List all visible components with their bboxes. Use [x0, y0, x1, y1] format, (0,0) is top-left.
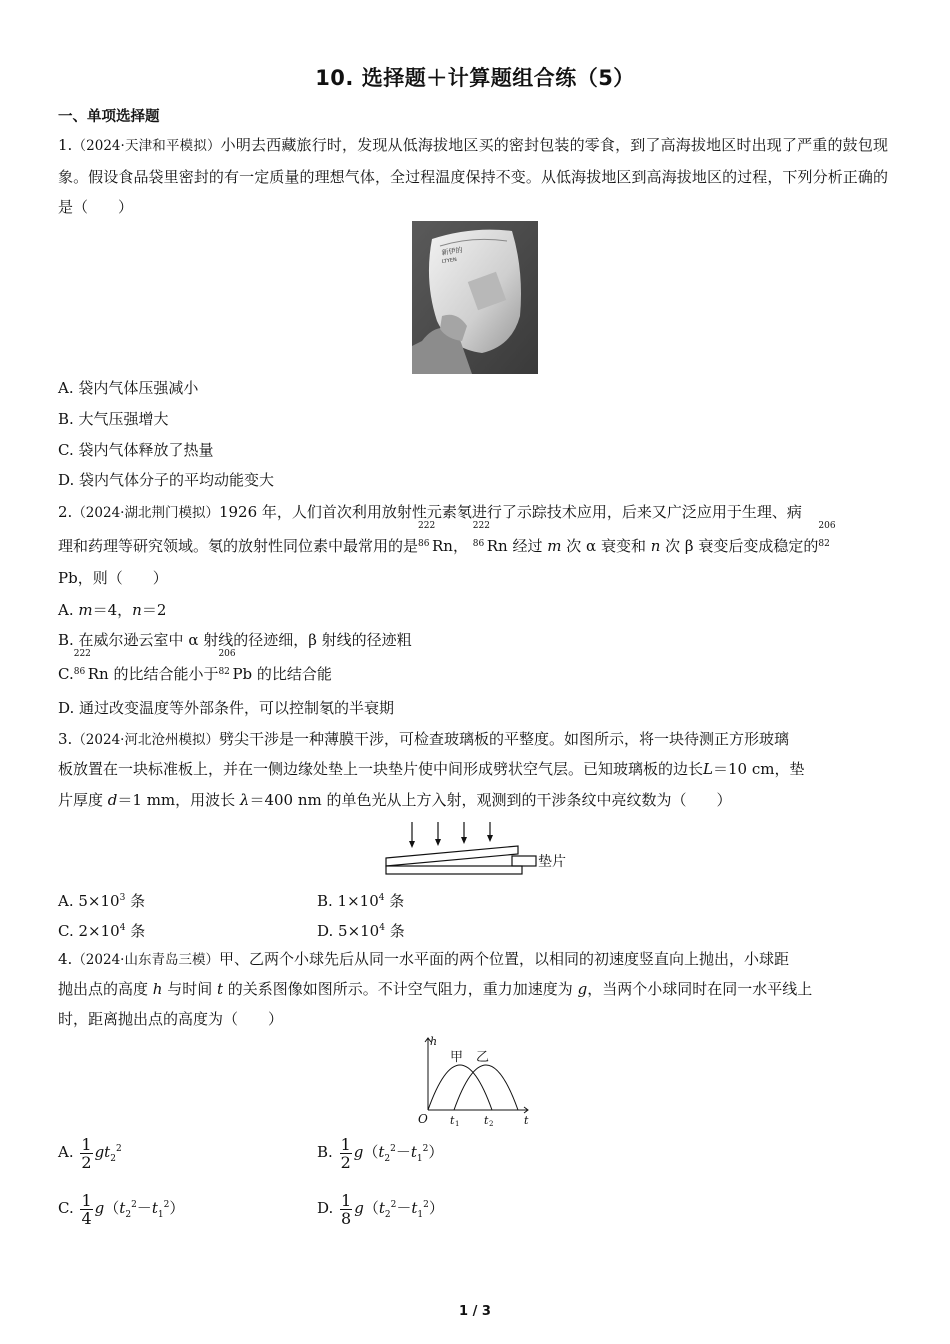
- lead-isotope: 206 82: [818, 521, 836, 549]
- question-4-line-1: 4.（2024·山东青岛三模）甲、乙两个小球先后从同一水平面的两个位置，以相同的初速度竖直向上抛出，小球距: [58, 950, 789, 968]
- t1-label: t: [450, 1114, 455, 1127]
- question-2-line-1: 2.（2024·湖北荆门模拟）1926 年，人们首次利用放射性元素氡进行了示踪技术应用，后来又广泛应用于生理、病: [58, 503, 802, 521]
- q3-option-c: C. $2\times 10^4$ 条: [58, 922, 146, 940]
- curve-yi: [454, 1065, 518, 1110]
- bag-brand-text: 新伊的: [441, 246, 464, 257]
- q2-option-d: D. 通过改变温度等外部条件，可以控制氡的半衰期: [58, 699, 395, 717]
- q1-option-b: B. 大气压强增大: [58, 410, 169, 428]
- page-number: 1 / 3: [459, 1304, 491, 1319]
- q1-option-a: A. 袋内气体压强减小: [58, 379, 199, 397]
- svg-text:1: 1: [455, 1120, 460, 1128]
- question-number: 1.: [58, 136, 73, 154]
- section-heading: 一、单项选择题: [58, 109, 160, 125]
- question-text: 小明去西藏旅行时，发现从低海拔地区买的密封包装的零食，到了高海拔地区时出现了严重的鼓包现象。假设食品袋里密封的有一定质量的理想气体，全过程温度保持不变。从低海拔地区到高海拔地区的过程，下列分析正确的是（ ）: [58, 136, 888, 216]
- spacer: [512, 856, 536, 866]
- svg-text:2: 2: [489, 1120, 494, 1128]
- glass-plate: [386, 846, 518, 866]
- q2-option-a: A. m＝4，n＝2: [58, 601, 167, 619]
- curve-jia: [428, 1065, 492, 1110]
- q4-option-a: A. $\frac{1}{2}$ $gt_2^2$: [58, 1134, 122, 1172]
- question-2-line-3: Pb，则（ ）: [58, 569, 168, 587]
- page-title: 10. 选择题＋计算题组合练（5）: [315, 66, 635, 90]
- question-4-line-2: 抛出点的高度 h 与时间 t 的关系图像如图所示。不计空气阻力，重力加速度为 g，当两个小球同时在同一水平线上: [58, 980, 813, 998]
- origin-label: O: [418, 1112, 428, 1126]
- question-source: （2024·湖北荆门模拟）: [72, 505, 219, 521]
- standard-plate: [386, 866, 522, 874]
- q2-option-c: C. 222 86 Rn 的比结合能小于 206 82 Pb 的比结合能: [58, 649, 332, 683]
- radon-isotope: 222 86: [472, 521, 490, 549]
- label-yi: 乙: [476, 1050, 490, 1065]
- question-1-stem: [58, 130, 888, 223]
- q4-option-b: B. $\frac{1}{2}$ $g(t_2^2-t_1^2)$: [317, 1134, 444, 1172]
- wedge-interference-diagram: [380, 818, 580, 880]
- question-source: （2024·天津和平模拟）: [72, 138, 221, 154]
- label-jia: 甲: [450, 1050, 464, 1065]
- question-4-line-3: 时，距离抛出点的高度为（ ）: [58, 1010, 284, 1028]
- question-3-line-3: 片厚度 d＝1 mm，用波长 λ＝400 nm 的单色光从上方入射，观测到的干涉条纹中亮纹数为（ ）: [58, 791, 732, 809]
- question-3-line-1: 3.（2024·河北沧州模拟）劈尖干涉是一种薄膜干涉，可检查玻璃板的平整度。如图所示，将一块待测正方形玻璃: [58, 730, 789, 748]
- q4-option-d: D. $\frac{1}{8}$ $g(t_2^2-t_1^2)$: [317, 1190, 444, 1228]
- q1-option-c: C. 袋内气体释放了热量: [58, 441, 214, 459]
- q2-option-b: B. 在威尔逊云室中 α 射线的径迹细，β 射线的径迹粗: [58, 631, 412, 649]
- svg-text:LTYEN: LTYEN: [441, 256, 458, 265]
- q3-option-d: D. $5\times 10^4$ 条: [317, 922, 405, 940]
- question-number: 2.: [58, 503, 73, 521]
- q3-option-b: B. $1\times 10^4$ 条: [317, 892, 405, 910]
- spacer-label: 垫片: [538, 854, 566, 870]
- svg-text:t: t: [524, 1114, 529, 1127]
- radon-isotope: 222 86: [418, 521, 436, 549]
- svg-text:h: h: [430, 1035, 438, 1048]
- snack-bag-photo: [412, 221, 538, 374]
- t2-label: t: [484, 1114, 489, 1127]
- q1-option-d: D. 袋内气体分子的平均动能变大: [58, 471, 275, 489]
- q3-option-a: A. $5\times 10^3$ 条: [58, 892, 146, 910]
- question-2-line-2: 理和药理等研究领域。氡的放射性同位素中最常用的是 222 86 Rn， 222 86 Rn 经过 m 次 α 衰变和 n 次 β 衰变后变成稳定的 206 82: [58, 531, 832, 561]
- height-time-graph: [412, 1034, 534, 1128]
- question-3-line-2: 板放置在一块标准板上，并在一侧边缘处垫上一块垫片使中间形成劈状空气层。已知玻璃板的边长L＝10 cm，垫: [58, 760, 805, 778]
- q4-option-c: C. $\frac{1}{4}$ $g(t_2^2-t_1^2)$: [58, 1190, 185, 1228]
